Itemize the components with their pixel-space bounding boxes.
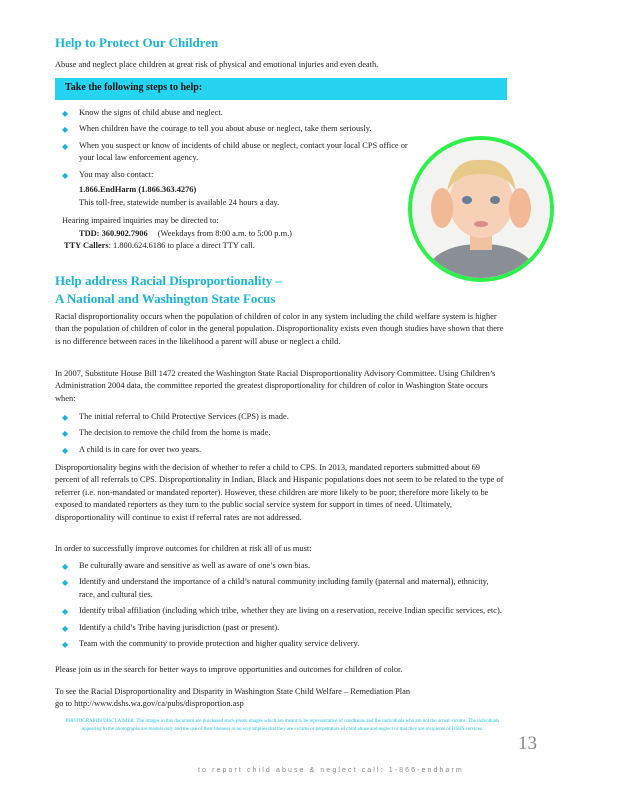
tdd-number: TDD: 360.902.7906: [79, 229, 148, 238]
bullet-icon: ◆: [62, 125, 69, 135]
bullet-icon: ◆: [62, 640, 69, 650]
footer-hotline: to report child abuse & neglect call: 1-866-endharm: [198, 767, 464, 774]
steps-banner-label: Take the following steps to help:: [65, 82, 203, 93]
hearing-impaired-note: Hearing impaired inquiries may be directed to:: [62, 216, 219, 225]
tty-label: TTY Callers: [64, 241, 109, 250]
list-item: ◆ Team with the community to provide protection and higher quality service delivery.: [60, 638, 505, 650]
bullet-icon: ◆: [62, 607, 69, 617]
page-number: 13: [518, 733, 537, 754]
heading-racial-line1: Help address Racial Disproportionality –: [55, 273, 283, 288]
must-list: [60, 560, 505, 654]
list-item: ◆ Identify and understand the importance of a child’s natural community including family (paternal and maternal), ethnicity, race, and cultural ties.: [62, 577, 489, 599]
bullet-icon: ◆: [62, 578, 69, 588]
heading-racial-line2: A National and Washington State Focus: [55, 291, 276, 306]
bullet-icon: ◆: [62, 170, 69, 180]
tty-text: : 1.800.624.6186 to place a direct TTY call.: [108, 241, 255, 250]
list-item: ◆ The decision to remove the child from the home is made.: [60, 427, 505, 439]
help-steps-list: [60, 107, 420, 185]
occurs-when-list: [60, 411, 505, 460]
bullet-icon: ◆: [62, 429, 69, 439]
bullet-icon: ◆: [62, 141, 69, 151]
join-search-paragraph: Please join us in the search for better ways to improve opportunities and outcomes for children of color.: [55, 665, 403, 674]
intro-paragraph: Abuse and neglect place children at great risk of physical and emotional injuries and even death.: [55, 60, 379, 69]
list-item: ◆ When you suspect or know of incidents of child abuse or neglect, contact your local CPS office or your local law enforcement agency.: [62, 140, 408, 163]
child-photo-illustration: [412, 140, 550, 278]
outcomes-intro: In order to successfully improve outcomes for children at risk all of us must:: [55, 544, 312, 553]
bullet-icon: ◆: [62, 562, 69, 571]
list-item: ◆ Know the signs of child abuse and neglect.: [60, 107, 420, 119]
tdd-hours: (Weekdays from 8:00 a.m. to 5:00 p.m.): [157, 229, 292, 238]
remediation-plan-link[interactable]: go to http://www.dshs.wa.gov/ca/pubs/disproportion.asp: [55, 699, 244, 708]
list-item: ◆ You may also contact:: [60, 169, 420, 181]
steps-banner: [55, 78, 507, 100]
bullet-icon: ◆: [62, 445, 69, 455]
hotline-note: This toll-free, statewide number is available 24 hours a day.: [79, 198, 280, 207]
heading-help-protect: Help to Protect Our Children: [55, 35, 219, 50]
photographs-disclaimer: PHOTOGRAPHS DISCLAIMER: The images in this document are purchased stock photo images which are meant to be representative of conditions and the individuals who are not the actual victims. The individuals appearing in the photographs are models only and the use of their likeness in no way implies that they are victims or perpetrators of child abuse and neglect or that they are recipients of DSHS services.: [65, 719, 500, 732]
child-photo: [408, 136, 554, 282]
bullet-icon: ◆: [62, 413, 69, 422]
bill-paragraph: In 2007, Substitute House Bill 1472 created the Washington State Racial Disproportionality Advisory Committee. Using Children’s Administration 2004 data, the committee reported the greatest disproportionality for children of color in Washington State occurs when:: [55, 369, 496, 403]
list-item: ◆ The initial referral to Child Protective Services (CPS) is made.: [60, 411, 505, 423]
list-item: ◆ A child is in care for over two years.: [60, 444, 505, 456]
list-item: ◆ When children have the courage to tell you about abuse or neglect, take them seriously.: [60, 123, 420, 135]
list-item: ◆ Be culturally aware and sensitive as well as aware of one’s own bias.: [60, 560, 505, 572]
list-item: ◆ Identify a child’s Tribe having jurisdiction (past or present).: [60, 622, 505, 634]
hotline-number: 1.866.EndHarm (1.866.363.4276): [79, 185, 197, 194]
list-item: ◆ Identify tribal affiliation (including which tribe, whether they are living on a reservation, receive Indian specific services, etc).: [60, 605, 505, 617]
remediation-plan-line: To see the Racial Disproportionality and Disparity in Washington State Child Welfare – Remediation Plan: [55, 687, 411, 696]
bullet-icon: ◆: [62, 623, 69, 633]
referral-paragraph: Disproportionality begins with the decision of whether to refer a child to CPS. In 2013, mandated reporters submitted about 69 percent of all referrals to CPS. Disproportionality in Indian, Black and Hispanic populations does not seem to be related to the type of referrer (i.e. non-mandated or mandated reporter). However, these children are more likely to be poor; therefore more likely to be exposed to mandated reporters as they turn to the public social service system for support in times of need. Ultimately, disproportionality will continue to exist if referral rates are not addressed.: [55, 463, 504, 522]
disproportionality-paragraph: Racial disproportionality occurs when the population of children of color in any system including the child welfare system is higher than the population of children of color in the general population. Disproportionality exists even though studies have shown that there is no difference between races in the likelihood a parent will abuse or neglect a child.: [55, 312, 504, 346]
bullet-icon: ◆: [62, 109, 69, 118]
